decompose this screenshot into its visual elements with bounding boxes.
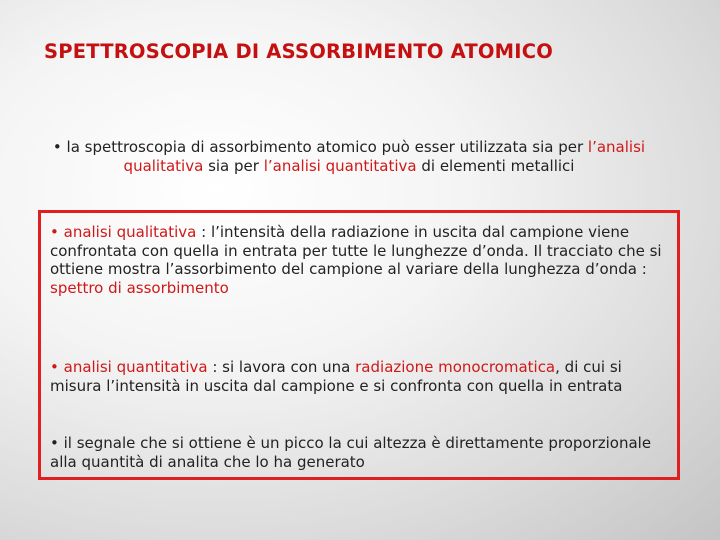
- signal-paragraph: [50, 434, 675, 471]
- qualitative-text: : l’intensità della radiazione in uscita dal campione viene confrontata con quella in entrata per tutte le lunghezze d’onda. Il tracciato che si ottiene mostra l’assorbimento del campione al variare della lunghezza d’onda :: [50, 223, 662, 278]
- bullet-icon: •: [50, 223, 59, 241]
- qualitative-paragraph: [50, 223, 675, 297]
- bullet-icon: •: [50, 358, 59, 376]
- intro-text-1: la spettroscopia di assorbimento atomico può esser utilizzata sia per: [61, 138, 588, 156]
- intro-highlight-quantitative: l’analisi quantitativa: [263, 157, 417, 175]
- monochromatic-highlight: radiazione monocromatica: [355, 358, 556, 376]
- intro-paragraph: [44, 138, 654, 176]
- intro-text-2: sia per: [203, 157, 264, 175]
- signal-text: il segnale che si ottiene è un picco la cui altezza è direttamente proporzionale alla quantità di analita che lo ha generato: [50, 434, 652, 471]
- quantitative-text-2: , di cui si misura l’intensità in uscita dal campione e si confronta con quella in entrata: [50, 358, 623, 395]
- spectrum-result: spettro di assorbimento: [50, 278, 229, 297]
- bullet-icon: •: [50, 434, 59, 452]
- intro-highlight-qualitative: l’analisi qualitativa: [123, 138, 646, 175]
- quantitative-paragraph: [50, 358, 675, 395]
- bullet-icon: •: [52, 138, 62, 156]
- quantitative-text-1: : si lavora con una: [207, 358, 356, 376]
- intro-text-3: di elementi metallici: [416, 157, 575, 175]
- slide-title: SPETTROSCOPIA DI ASSORBIMENTO ATOMICO: [44, 40, 554, 63]
- quantitative-label: analisi quantitativa: [58, 358, 208, 376]
- qualitative-label: analisi qualitativa: [58, 223, 197, 241]
